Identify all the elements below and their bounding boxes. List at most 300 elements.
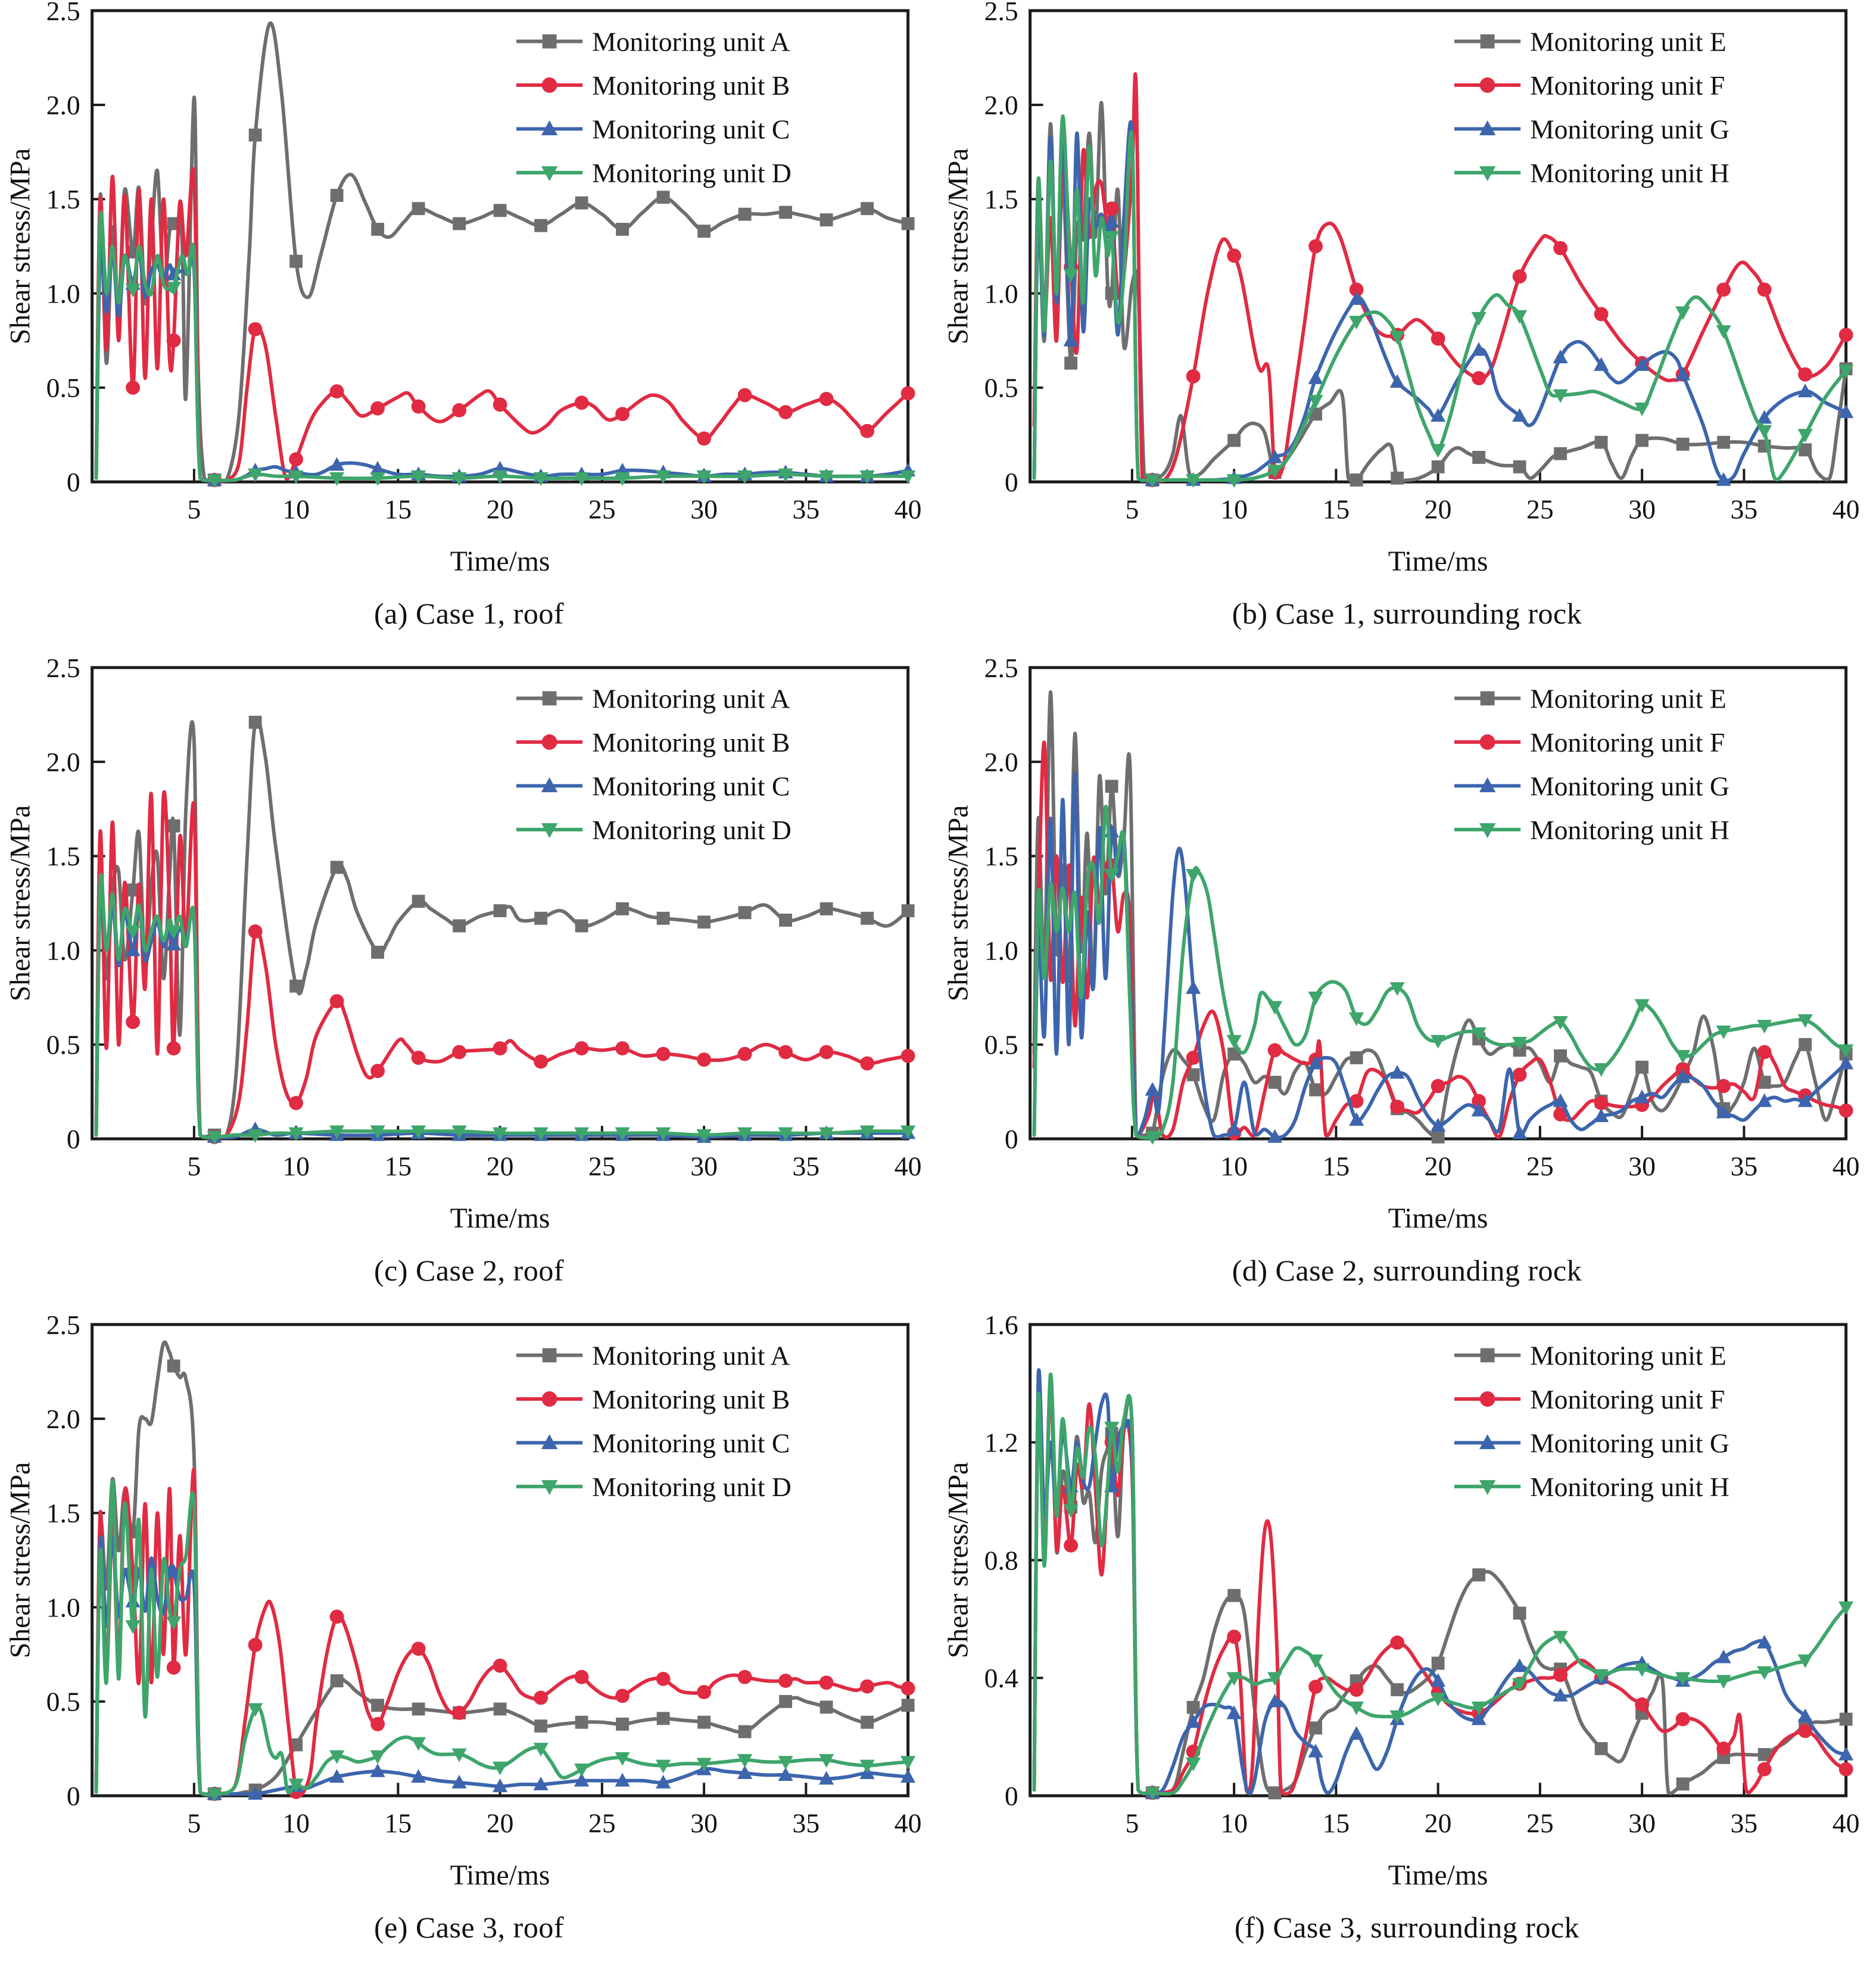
square-marker-icon	[657, 1712, 670, 1725]
x-tick-label: 40	[1832, 1151, 1860, 1182]
x-tick-label: 15	[1322, 494, 1350, 525]
x-tick-label: 10	[282, 494, 310, 525]
circle-marker-icon	[1553, 241, 1568, 256]
legend-label: Monitoring unit A	[592, 26, 790, 57]
x-axis-label: Time/ms	[1388, 1860, 1488, 1892]
circle-marker-icon	[452, 403, 466, 418]
legend-entry-monitoring-unit-a	[516, 26, 790, 57]
square-marker-icon	[1432, 460, 1445, 473]
legend-entry-monitoring-unit-f	[1454, 70, 1725, 101]
square-marker-icon	[1105, 780, 1118, 793]
legend-entry-monitoring-unit-a	[516, 683, 790, 714]
x-tick-label: 30	[690, 494, 718, 525]
x-tick-label: 35	[1730, 494, 1758, 525]
y-tick-label: 1.6	[984, 1314, 1018, 1340]
square-marker-icon	[657, 191, 670, 204]
y-tick-label: 0.8	[984, 1545, 1018, 1576]
circle-marker-icon	[542, 77, 557, 93]
circle-marker-icon	[412, 1051, 426, 1065]
x-tick-label: 30	[1628, 1151, 1656, 1182]
circle-marker-icon	[534, 1691, 548, 1705]
square-marker-icon	[289, 980, 303, 993]
square-marker-icon	[289, 255, 303, 268]
square-marker-icon	[1635, 1061, 1648, 1074]
triangle-down-marker-icon	[1186, 869, 1201, 883]
square-marker-icon	[738, 906, 752, 919]
legend-entry-monitoring-unit-b	[516, 1384, 790, 1415]
circle-marker-icon	[452, 1706, 466, 1720]
circle-marker-icon	[1594, 1096, 1609, 1110]
legend-entry-monitoring-unit-d	[516, 158, 791, 188]
legend-label: Monitoring unit G	[1530, 1428, 1729, 1459]
square-marker-icon	[1432, 1130, 1445, 1144]
y-tick-label: 1.0	[984, 935, 1018, 966]
circle-marker-icon	[615, 1041, 630, 1055]
circle-marker-icon	[778, 405, 793, 419]
circle-marker-icon	[1839, 328, 1853, 342]
square-marker-icon	[1595, 1742, 1608, 1755]
panel-b-chart	[938, 0, 1876, 591]
square-marker-icon	[494, 204, 507, 217]
legend-label: Monitoring unit E	[1530, 1340, 1727, 1371]
y-axis-label: Shear stress/MPa	[943, 805, 974, 1002]
circle-marker-icon	[542, 1391, 557, 1407]
circle-marker-icon	[819, 1045, 834, 1060]
series-line-monitoring-unit-e	[1034, 692, 1846, 1138]
y-axis-label: Shear stress/MPa	[943, 148, 974, 345]
circle-marker-icon	[1390, 1099, 1404, 1114]
legend-entry-monitoring-unit-g	[1454, 114, 1729, 144]
x-tick-label: 20	[1424, 1151, 1452, 1182]
y-axis-label: Shear stress/MPa	[5, 805, 36, 1002]
legend-entry-monitoring-unit-c	[516, 771, 790, 801]
x-tick-label: 15	[1322, 1808, 1350, 1839]
circle-marker-icon	[860, 1680, 874, 1694]
x-tick-label: 5	[1125, 1808, 1139, 1839]
y-tick-label: 0.5	[984, 372, 1018, 403]
y-tick-label: 0	[66, 1123, 80, 1154]
triangle-up-marker-icon	[126, 1594, 141, 1607]
series-markers-monitoring-unit-c	[126, 937, 916, 1143]
legend-entry-monitoring-unit-c	[516, 1428, 790, 1458]
legend-label: Monitoring unit D	[592, 1471, 791, 1502]
square-marker-icon	[543, 1348, 557, 1363]
legend-label: Monitoring unit B	[592, 1384, 790, 1415]
legend-label: Monitoring unit H	[1530, 157, 1729, 188]
square-marker-icon	[575, 920, 588, 933]
square-marker-icon	[371, 1699, 384, 1712]
triangle-up-marker-icon	[1512, 1658, 1527, 1672]
panel-f	[938, 1314, 1876, 1971]
series-markers-monitoring-unit-b	[126, 1565, 915, 1801]
square-marker-icon	[1472, 451, 1485, 464]
y-tick-label: 1.2	[984, 1427, 1018, 1458]
circle-marker-icon	[1553, 1668, 1568, 1682]
x-axis-label: Time/ms	[1388, 1203, 1488, 1235]
triangle-down-marker-icon	[1798, 429, 1813, 443]
triangle-down-marker-icon	[1349, 1702, 1364, 1715]
panel-d	[938, 657, 1876, 1314]
legend-label: Monitoring unit G	[1530, 771, 1729, 802]
panel-f-chart	[938, 1314, 1876, 1905]
y-tick-label: 0.5	[46, 1686, 80, 1717]
series-markers-monitoring-unit-e	[1064, 1427, 1852, 1799]
circle-marker-icon	[412, 1641, 426, 1656]
y-tick-label: 1.5	[46, 1498, 80, 1529]
y-tick-label: 2.5	[984, 0, 1018, 26]
series-markers-monitoring-unit-f	[1064, 1435, 1853, 1800]
circle-marker-icon	[167, 1041, 181, 1055]
circle-marker-icon	[860, 424, 874, 438]
circle-marker-icon	[289, 1096, 303, 1110]
y-tick-label: 0	[1004, 1780, 1018, 1811]
circle-marker-icon	[656, 1047, 671, 1061]
panel-f-caption: (f) Case 3, surrounding rock	[1234, 1910, 1580, 1944]
x-axis-label: Time/ms	[450, 546, 550, 578]
triangle-down-marker-icon	[1472, 312, 1487, 326]
square-marker-icon	[534, 1719, 547, 1733]
circle-marker-icon	[656, 1672, 671, 1686]
square-marker-icon	[543, 691, 557, 706]
square-marker-icon	[534, 912, 547, 925]
square-marker-icon	[1064, 357, 1077, 370]
circle-marker-icon	[1480, 77, 1495, 93]
panel-c	[0, 657, 938, 1314]
square-marker-icon	[779, 206, 792, 219]
panel-e-chart	[0, 1314, 938, 1905]
y-tick-label: 0	[66, 1780, 80, 1811]
y-tick-label: 1.0	[984, 278, 1018, 309]
square-marker-icon	[1513, 1607, 1526, 1620]
y-tick-label: 2.0	[984, 89, 1018, 120]
circle-marker-icon	[1513, 1068, 1527, 1082]
circle-marker-icon	[370, 1064, 385, 1078]
square-marker-icon	[1269, 1076, 1282, 1089]
square-marker-icon	[697, 1716, 710, 1729]
panel-a	[0, 0, 938, 657]
square-marker-icon	[738, 208, 752, 221]
y-tick-label: 2.0	[984, 746, 1018, 777]
circle-marker-icon	[248, 924, 263, 939]
legend	[1454, 1340, 1729, 1501]
square-marker-icon	[861, 912, 874, 925]
series-markers-monitoring-unit-d	[126, 282, 916, 488]
x-axis-label: Time/ms	[1388, 546, 1488, 578]
y-tick-label: 0	[1004, 1123, 1018, 1154]
y-tick-label: 2.0	[46, 1403, 80, 1434]
square-marker-icon	[697, 225, 710, 238]
square-marker-icon	[1717, 436, 1730, 449]
square-marker-icon	[412, 202, 425, 215]
y-tick-label: 1.5	[46, 184, 80, 215]
square-marker-icon	[820, 1700, 833, 1714]
legend-entry-monitoring-unit-h	[1454, 815, 1729, 845]
x-tick-label: 40	[1832, 1808, 1860, 1839]
triangle-down-marker-icon	[166, 1616, 181, 1630]
square-marker-icon	[1481, 691, 1495, 706]
x-tick-label: 25	[588, 494, 616, 525]
x-tick-label: 20	[1424, 1808, 1452, 1839]
circle-marker-icon	[1798, 367, 1812, 382]
x-tick-label: 25	[1526, 1151, 1554, 1182]
x-tick-label: 20	[486, 494, 514, 525]
x-tick-label: 5	[187, 1151, 201, 1182]
circle-marker-icon	[819, 1675, 834, 1690]
square-marker-icon	[1350, 1051, 1363, 1064]
square-marker-icon	[167, 1360, 180, 1373]
circle-marker-icon	[1227, 248, 1241, 263]
circle-marker-icon	[615, 407, 630, 421]
plot-b	[943, 0, 1859, 577]
panel-a-caption: (a) Case 1, roof	[374, 596, 564, 630]
y-tick-label: 0	[66, 466, 80, 497]
circle-marker-icon	[1064, 1538, 1078, 1553]
y-tick-label: 2.5	[46, 657, 80, 683]
panel-a-chart	[0, 0, 938, 591]
circle-marker-icon	[534, 1054, 548, 1068]
square-marker-icon	[902, 217, 915, 230]
circle-marker-icon	[697, 431, 711, 446]
series-markers-monitoring-unit-c	[126, 1563, 916, 1799]
legend-label: Monitoring unit H	[1530, 814, 1729, 845]
square-marker-icon	[779, 914, 792, 927]
legend-entry-monitoring-unit-e	[1454, 26, 1727, 57]
circle-marker-icon	[289, 452, 303, 466]
circle-marker-icon	[1480, 1391, 1495, 1407]
circle-marker-icon	[1472, 371, 1486, 385]
square-marker-icon	[820, 902, 833, 915]
circle-marker-icon	[1757, 1045, 1772, 1060]
x-tick-label: 10	[282, 1808, 310, 1839]
series-markers-monitoring-unit-g	[1064, 214, 1854, 486]
x-tick-label: 5	[1125, 1151, 1139, 1182]
square-marker-icon	[412, 895, 425, 908]
legend-entry-monitoring-unit-h	[1454, 158, 1729, 188]
triangle-down-marker-icon	[1431, 444, 1445, 457]
triangle-down-marker-icon	[1675, 306, 1690, 320]
series-line-monitoring-unit-b	[96, 1470, 908, 1795]
square-marker-icon	[1391, 472, 1404, 485]
x-tick-label: 10	[1220, 494, 1248, 525]
square-marker-icon	[616, 223, 629, 236]
y-axis-label: Shear stress/MPa	[5, 148, 36, 345]
x-tick-label: 20	[1424, 494, 1452, 525]
panel-b-caption: (b) Case 1, surrounding rock	[1232, 596, 1582, 630]
triangle-down-marker-icon	[1267, 1001, 1282, 1015]
circle-marker-icon	[1350, 1683, 1364, 1697]
x-tick-label: 15	[384, 1808, 412, 1839]
circle-marker-icon	[901, 386, 915, 400]
circle-marker-icon	[1513, 269, 1527, 284]
circle-marker-icon	[615, 1688, 630, 1703]
circle-marker-icon	[901, 1681, 915, 1696]
circle-marker-icon	[901, 1049, 915, 1063]
x-tick-label: 15	[1322, 1151, 1350, 1182]
triangle-down-marker-icon	[1227, 1035, 1242, 1049]
y-tick-label: 0.5	[984, 1029, 1018, 1060]
legend-entry-monitoring-unit-a	[516, 1340, 790, 1370]
x-tick-label: 35	[792, 1151, 820, 1182]
y-tick-label: 0	[1004, 466, 1018, 497]
legend-entry-monitoring-unit-e	[1454, 1340, 1727, 1370]
square-marker-icon	[575, 197, 588, 210]
circle-marker-icon	[697, 1685, 711, 1699]
square-marker-icon	[371, 946, 384, 959]
y-tick-label: 2.0	[46, 746, 80, 777]
square-marker-icon	[1840, 1713, 1853, 1726]
circle-marker-icon	[1308, 1680, 1323, 1694]
square-marker-icon	[1481, 35, 1495, 49]
square-marker-icon	[616, 1718, 629, 1731]
x-tick-label: 40	[1832, 494, 1860, 525]
square-marker-icon	[1513, 460, 1526, 473]
square-marker-icon	[1554, 1049, 1567, 1063]
triangle-down-marker-icon	[126, 1620, 141, 1634]
legend-entry-monitoring-unit-g	[1454, 771, 1729, 801]
circle-marker-icon	[1431, 332, 1445, 346]
series-markers-monitoring-unit-d	[126, 1616, 916, 1802]
x-tick-label: 30	[690, 1151, 718, 1182]
x-tick-label: 40	[894, 494, 922, 525]
legend-label: Monitoring unit D	[592, 157, 791, 188]
x-tick-label: 25	[588, 1151, 616, 1182]
legend-label: Monitoring unit D	[592, 814, 791, 845]
square-marker-icon	[1799, 1038, 1812, 1051]
square-marker-icon	[1595, 436, 1608, 449]
y-tick-label: 0.4	[984, 1663, 1018, 1694]
legend-label: Monitoring unit B	[592, 70, 790, 101]
legend	[516, 683, 791, 845]
series-markers-monitoring-unit-b	[126, 924, 915, 1144]
circle-marker-icon	[167, 334, 181, 348]
circle-marker-icon	[1716, 1079, 1731, 1094]
circle-marker-icon	[1594, 307, 1609, 322]
legend	[1454, 683, 1729, 845]
square-marker-icon	[534, 219, 547, 232]
square-marker-icon	[1635, 434, 1648, 447]
circle-marker-icon	[1757, 1762, 1772, 1777]
square-marker-icon	[779, 1695, 792, 1708]
x-tick-label: 40	[894, 1151, 922, 1182]
x-tick-label: 10	[282, 1151, 310, 1182]
circle-marker-icon	[778, 1674, 793, 1688]
circle-marker-icon	[697, 1052, 711, 1067]
legend-label: Monitoring unit A	[592, 1340, 790, 1371]
x-tick-label: 5	[187, 494, 201, 525]
circle-marker-icon	[493, 397, 507, 412]
square-marker-icon	[657, 912, 670, 925]
circle-marker-icon	[575, 395, 589, 410]
circle-marker-icon	[1716, 1742, 1731, 1756]
legend-entry-monitoring-unit-f	[1454, 1384, 1725, 1415]
square-marker-icon	[167, 820, 180, 833]
square-marker-icon	[902, 1699, 915, 1712]
square-marker-icon	[1391, 1683, 1404, 1696]
triangle-up-marker-icon	[1716, 1650, 1731, 1663]
y-tick-label: 1.5	[46, 841, 80, 872]
x-tick-label: 15	[384, 494, 412, 525]
plot-a	[5, 0, 921, 577]
square-marker-icon	[494, 1703, 507, 1716]
x-tick-label: 30	[1628, 494, 1656, 525]
y-tick-label: 1.0	[46, 278, 80, 309]
square-marker-icon	[1676, 438, 1690, 451]
legend-label: Monitoring unit C	[592, 114, 790, 145]
x-tick-label: 5	[187, 1808, 201, 1839]
square-marker-icon	[1227, 434, 1241, 447]
circle-marker-icon	[1105, 201, 1119, 216]
circle-marker-icon	[126, 1015, 140, 1029]
triangle-down-marker-icon	[574, 1764, 589, 1777]
legend-entry-monitoring-unit-e	[1454, 683, 1727, 714]
circle-marker-icon	[493, 1659, 507, 1673]
series-markers-monitoring-unit-f	[1064, 201, 1853, 487]
square-marker-icon	[738, 1725, 752, 1739]
circle-marker-icon	[167, 1661, 181, 1675]
x-tick-label: 25	[1526, 494, 1554, 525]
square-marker-icon	[331, 189, 344, 202]
y-tick-label: 2.5	[46, 1314, 80, 1340]
circle-marker-icon	[1676, 1712, 1690, 1727]
x-tick-label: 20	[486, 1808, 514, 1839]
circle-marker-icon	[370, 401, 385, 416]
square-marker-icon	[1481, 1348, 1495, 1363]
triangle-up-marker-icon	[1186, 980, 1201, 994]
square-marker-icon	[453, 217, 466, 230]
triangle-down-marker-icon	[1308, 992, 1323, 1005]
legend-entry-monitoring-unit-b	[516, 727, 790, 758]
series-line-monitoring-unit-c	[96, 250, 908, 481]
circle-marker-icon	[738, 388, 752, 403]
legend-entry-monitoring-unit-d	[516, 1472, 791, 1502]
panel-d-chart	[938, 657, 1876, 1248]
square-marker-icon	[453, 920, 466, 933]
legend	[1454, 26, 1729, 188]
triangle-up-marker-icon	[1145, 1082, 1160, 1096]
legend-label: Monitoring unit C	[592, 1428, 790, 1459]
circle-marker-icon	[778, 1045, 793, 1060]
plot-f	[943, 1314, 1859, 1891]
y-tick-label: 2.5	[46, 0, 80, 26]
circle-marker-icon	[248, 1638, 263, 1652]
x-tick-label: 25	[1526, 1808, 1554, 1839]
square-marker-icon	[1350, 473, 1363, 487]
legend-label: Monitoring unit C	[592, 771, 790, 802]
circle-marker-icon	[575, 1670, 589, 1684]
circle-marker-icon	[542, 734, 557, 750]
square-marker-icon	[902, 904, 915, 917]
circle-marker-icon	[738, 1047, 752, 1061]
circle-marker-icon	[819, 392, 834, 406]
panel-b	[938, 0, 1876, 657]
x-axis-label: Time/ms	[450, 1860, 550, 1892]
circle-marker-icon	[493, 1041, 507, 1055]
series-line-monitoring-unit-f	[1034, 742, 1846, 1137]
circle-marker-icon	[1431, 1079, 1445, 1094]
square-marker-icon	[249, 129, 262, 142]
square-marker-icon	[1309, 1721, 1322, 1734]
circle-marker-icon	[1390, 1635, 1404, 1650]
y-tick-label: 2.5	[984, 657, 1018, 683]
x-tick-label: 35	[792, 1808, 820, 1839]
triangle-up-marker-icon	[1349, 1726, 1364, 1740]
square-marker-icon	[249, 716, 262, 729]
square-marker-icon	[1472, 1568, 1485, 1581]
x-tick-label: 10	[1220, 1151, 1248, 1182]
plot-d	[943, 657, 1859, 1234]
square-marker-icon	[697, 915, 710, 929]
square-marker-icon	[331, 861, 344, 874]
